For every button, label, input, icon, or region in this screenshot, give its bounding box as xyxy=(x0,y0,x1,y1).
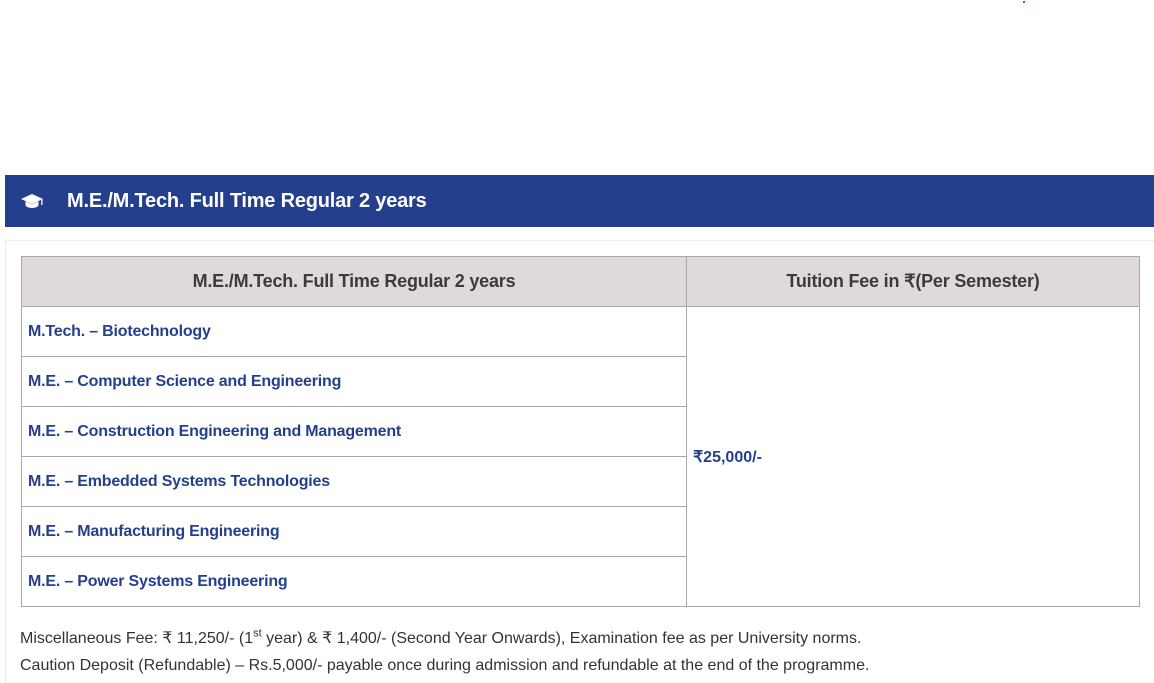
misc-fee-text-end: year) & ₹ 1,400/- (Second Year Onwards), Examination fee as per University norms. xyxy=(261,630,862,647)
programme-name: M.E. – Embedded Systems Technologies xyxy=(22,457,687,507)
section-header[interactable] xyxy=(5,175,1154,227)
column-header-programme: M.E./M.Tech. Full Time Regular 2 years xyxy=(22,257,687,307)
fee-table xyxy=(21,256,1140,607)
programme-name: M.E. – Manufacturing Engineering xyxy=(22,507,687,557)
misc-fee-text-start: Miscellaneous Fee: ₹ 11,250/- (1 xyxy=(20,630,254,647)
column-header-tuition-fee: Tuition Fee in ₹(Per Semester) xyxy=(687,257,1140,307)
programme-name: M.E. – Computer Science and Engineering xyxy=(22,357,687,407)
programme-name: M.E. – Power Systems Engineering xyxy=(22,557,687,607)
graduation-cap-icon xyxy=(20,192,44,210)
fee-notes xyxy=(20,625,869,679)
programme-name: M.E. – Construction Engineering and Management xyxy=(22,407,687,457)
caution-deposit-note: Caution Deposit (Refundable) – Rs.5,000/- payable once during admission and refundable at the end of the programme. xyxy=(20,657,870,674)
misc-fee-superscript: st xyxy=(253,627,262,640)
table-header-row xyxy=(22,257,1140,307)
tuition-fee-value: ₹25,000/- xyxy=(687,307,1140,607)
miscellaneous-fee-note xyxy=(20,625,869,652)
decorative-dot xyxy=(1023,1,1025,3)
table-row xyxy=(22,307,1140,357)
section-title: M.E./M.Tech. Full Time Regular 2 years xyxy=(67,189,427,212)
programme-name: M.Tech. – Biotechnology xyxy=(22,307,687,357)
